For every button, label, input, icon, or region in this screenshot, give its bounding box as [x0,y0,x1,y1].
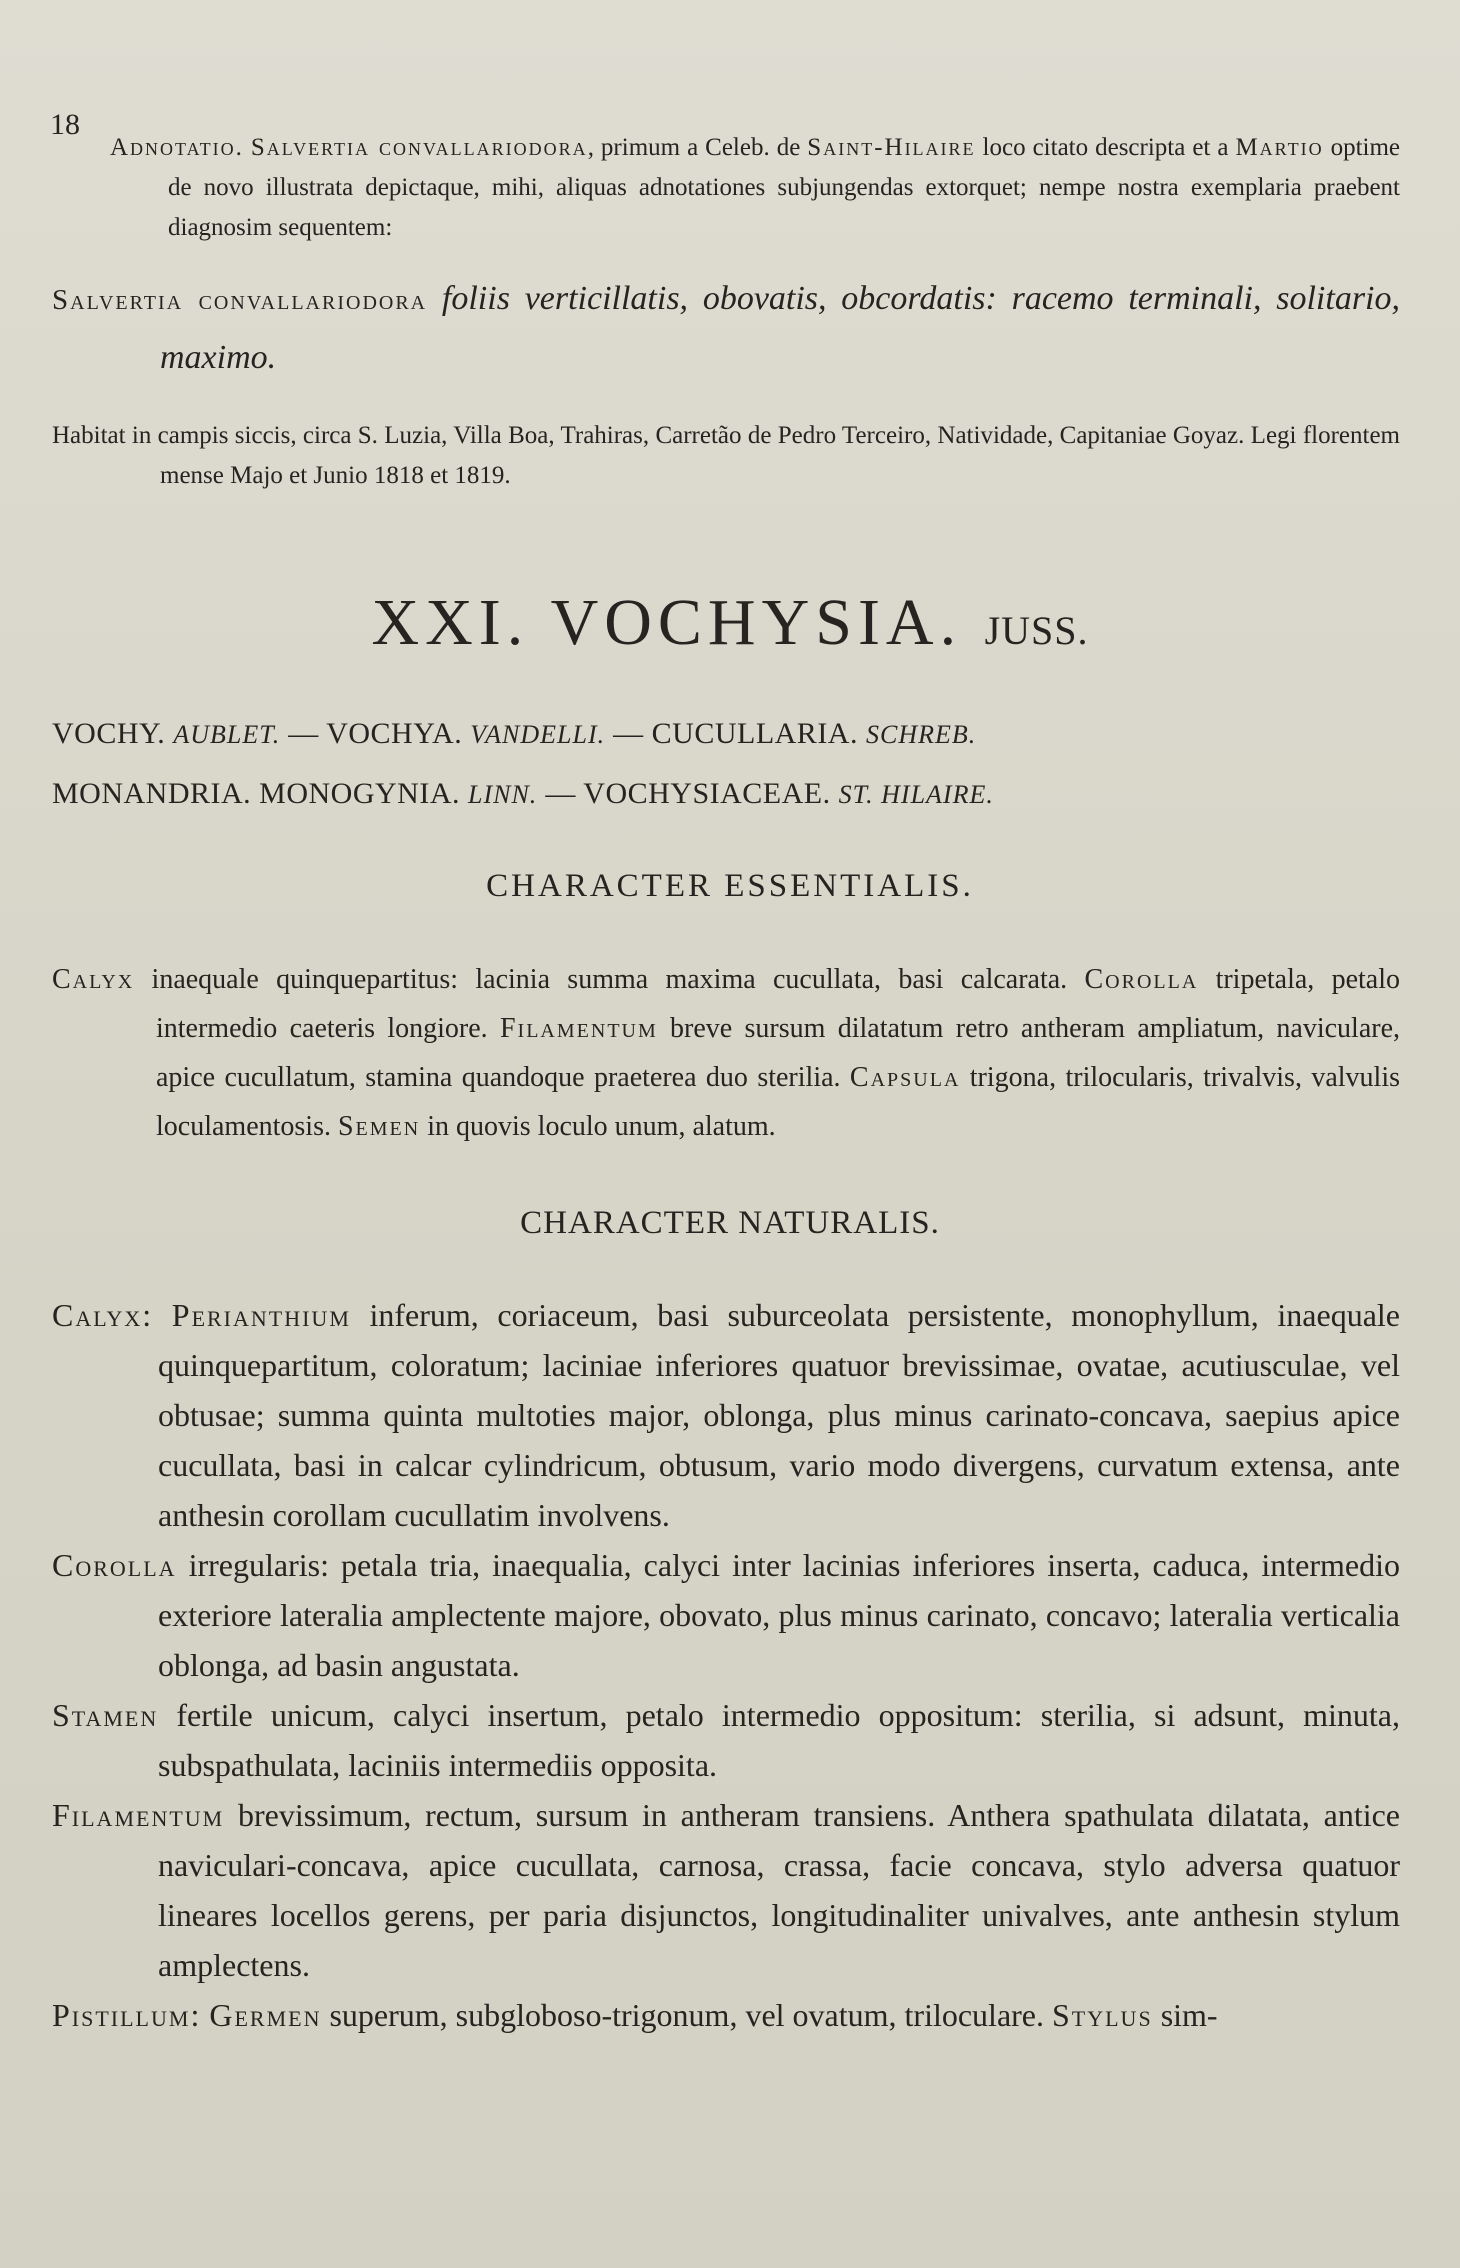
nat-germen-label: Germen [209,1997,322,2033]
nat-corolla-paragraph [52,1540,1400,1690]
synonym-cucullaria: CUCULLARIA. [651,717,858,750]
ess-corolla-label: Corolla [1084,964,1199,995]
nat-perianthium-label: Perianthium [171,1297,351,1333]
nat-stylus-text: sim- [1152,1997,1218,2033]
nat-filamentum-text: brevissimum, rectum, sursum in antheram transiens. Anthera spathulata dilatata, antice naviculari-concava, apice cucullata, carnosa, crassa, facie concava, stylo adversa quatuor lineares locellos gerens, per paria disjunctos, longitudinaliter univalves, ante anthesin stylum amplectens. [158,1797,1400,1983]
habitat-text: Habitat in campis siccis, circa S. Luzia, Villa Boa, Trahiras, Carretão de Pedro Terceiro, Natividade, Capitaniae Goyaz. Legi florentem mense Majo et Junio 1818 et 1819. [52,422,1400,489]
adnotatio-paragraph [52,128,1400,248]
family-author: ST. HILAIRE. [838,780,994,809]
adnotatio-text-1: , primum a Celeb. de [587,134,808,161]
synonyms-line-2 [52,772,1400,817]
synonym-vochy-author: AUBLET. [173,720,281,749]
synonym-vochya-author: VANDELLI. [470,720,606,749]
system-class: MONANDRIA. MONOGYNIA. [52,777,460,810]
ess-capsula-label: Capsula [849,1062,961,1093]
ess-capsula-text: trigona, trilocularis, trivalvis, valvulis loculamentosis. [156,1062,1400,1142]
nat-calyx-paragraph [52,1290,1400,1540]
synonyms-line-1 [52,712,1400,757]
adnotatio-author-2: Martio [1235,134,1324,161]
synonym-separator: — [280,717,327,750]
adnotatio-author-1: Saint-Hilaire [807,134,976,161]
nat-calyx-label: Calyx: [52,1297,154,1333]
ess-corolla-text: tripetala, petalo intermedio caeteris longiore. [156,964,1401,1044]
nat-pistillum-paragraph [52,1990,1400,2040]
nat-corolla-label: Corolla [52,1547,177,1583]
ess-semen-label: Semen [337,1111,421,1142]
essentialis-paragraph [52,955,1400,1151]
nat-stamen-label: Stamen [52,1697,159,1733]
ess-filamentum-label: Filamentum [499,1013,658,1044]
adnotatio-text-3: optime de novo illustrata depictaque, mihi, aliquas adnotationes subjungendas extorquet; nempe nostra exemplaria praebent diagnosim sequentem: [168,134,1401,241]
genus-name: XXI. VOCHYSIA. [371,586,963,659]
ess-calyx-text: inaequale quinquepartitus: lacinia summa maxima cucullata, basi calcarata. [134,964,1085,995]
nat-stylus-label: Stylus [1052,1997,1153,2033]
nat-calyx-text: inferum, coriaceum, basi suburceolata persistente, monophyllum, inaequale quinquepartitum, coloratum; laciniae inferiores quatuor brevissimae, ovatae, acutiusculae, vel obtusae; summa quinta multoties major, oblonga, plus minus carinato-concava, saepius apice cucullata, basi in calcar cylindricum, obtusum, vario modo divergens, curvatum extensa, ante anthesin corollam cucullatim involvens. [158,1297,1401,1533]
diagnosis-text: foliis verticillatis, obovatis, obcordatis: racemo terminali, solitario, maximo. [160,280,1400,376]
naturalis-section [52,1290,1400,2040]
habitat-paragraph [52,416,1400,496]
diagnosis-species: Salvertia convallariodora [52,284,428,316]
nat-filamentum-paragraph [52,1790,1400,1990]
heading-character-naturalis: CHARACTER NATURALIS. [520,1205,940,1241]
nat-filamentum-label: Filamentum [52,1797,225,1833]
nat-corolla-text: irregularis: petala tria, inaequalia, calyci inter lacinias inferiores inserta, caduca, intermedio exteriore lateralia amplectente majore, obovato, plus minus carinato, concavo; lateralia verticalia oblonga, ad basin angustata. [158,1547,1400,1683]
family-name: VOCHYSIACEAE. [583,777,831,810]
nat-pistillum-label: Pistillum: [52,1997,202,2033]
ess-calyx-label: Calyx [52,964,135,995]
ess-semen-text: in quovis loculo unum, alatum. [420,1111,776,1142]
genus-title [0,585,1460,661]
nat-stamen-text: fertile unicum, calyci insertum, petalo intermedio oppositum: sterilia, si adsunt, minuta, subspathulata, laciniis intermediis opposita. [158,1697,1400,1783]
genus-author: JUSS. [984,608,1089,653]
nat-pistillum-text: superum, subgloboso-trigonum, vel ovatum, triloculare. [321,1997,1052,2033]
adnotatio-text-2: loco citato descripta et a [975,134,1236,161]
ess-filamentum-text: breve sursum dilatatum retro antheram ampliatum, naviculare, apice cucullatum, stamina quandoque praeterea duo sterilia. [156,1013,1400,1093]
page-number: 18 [50,108,80,141]
synonym-separator: — [537,777,584,810]
synonym-cucullaria-author: SCHREB. [865,720,977,749]
adnotatio-label: Adnotatio. [110,134,244,161]
synonym-separator: — [605,717,652,750]
heading-character-essentialis: CHARACTER ESSENTIALIS. [486,868,974,904]
diagnosis-paragraph [52,270,1400,387]
synonym-vochy: VOCHY. [52,717,166,750]
adnotatio-species: Salvertia convallariodora [250,134,588,161]
system-class-author: LINN. [468,780,538,809]
nat-stamen-paragraph [52,1690,1400,1790]
synonym-vochya: VOCHYA. [326,717,463,750]
